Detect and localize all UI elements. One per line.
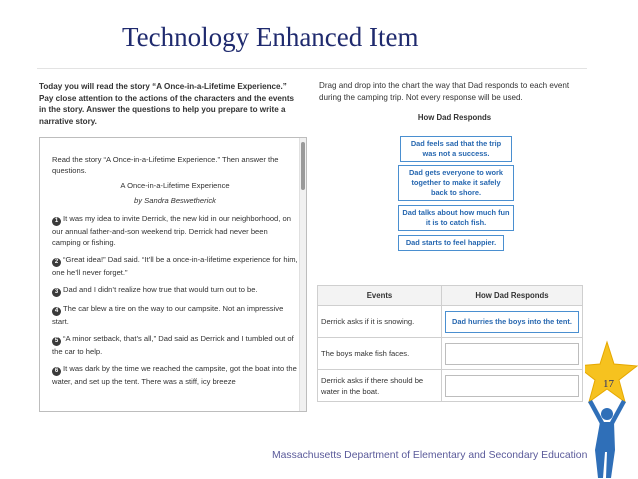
slide-title: Technology Enhanced Item [122,22,419,52]
item-screenshot [37,68,587,413]
table-header-row [318,286,583,306]
event-cell: Derrick asks if there should be water in the boat. [318,370,442,402]
drag-instruction: Drag and drop into the chart the way that Dad responds to each event during the camping trip. Not every response will be used. [319,81,570,102]
table-row [318,370,583,402]
story-instruction: Read the story “A Once-in-a-Lifetime Experience.” Then answer the questions. [52,155,279,175]
paragraph-number-badge: 5 [52,337,61,346]
task-intro: Today you will read the story “A Once-in-a-Lifetime Experience.” Pay close attention to the actions of the characters and the events in the story. Answer the questions to help you prepare to write a narrative story. [39,82,295,126]
table-row [318,306,583,338]
draggable-response[interactable]: Dad talks about how much fun it is to catch fish. [398,205,514,231]
paragraph-number-badge: 2 [52,258,61,267]
paragraph [52,284,298,297]
draggable-response[interactable]: Dad gets everyone to work together to make it safely back to shore. [398,165,514,201]
response-cell [442,338,583,370]
table-row [318,338,583,370]
reading-pane [37,69,309,414]
paragraph-number-badge: 3 [52,288,61,297]
paragraph [52,213,298,248]
story-title: A Once-in-a-Lifetime Experience [120,181,230,190]
paragraph [52,333,298,357]
paragraph [52,254,298,278]
story-content [52,154,298,393]
paragraph-text: It was my idea to invite Derrick, the new kid in our neighborhood, on our annual father-and-son weekend trip. Derrick had never been camping or fishing. [52,214,291,247]
paragraph-text: “Great idea!” Dad said. “It’ll be a once-in-a-lifetime experience for him, one he’ll never forget.” [52,255,298,277]
scrollbar-thumb[interactable] [301,142,305,190]
column-header-responds: How Dad Responds [442,286,583,306]
column-header-events: Events [318,286,442,306]
paragraph [52,363,298,387]
event-cell: The boys make fish faces. [318,338,442,370]
paragraph [52,303,298,327]
person-figure-icon [588,400,626,478]
paragraph-number-badge: 6 [52,367,61,376]
drop-zone[interactable] [445,375,579,397]
page-number: 17 [603,378,614,390]
responses-header: How Dad Responds [417,113,492,122]
events-table [317,285,583,402]
paragraph-number-badge: 1 [52,217,61,226]
paragraph-text: The car blew a tire on the way to our campsite. Not an impressive start. [52,304,284,326]
story-author: by Sandra Beswetherick [134,196,216,205]
story-passage[interactable] [39,137,307,412]
draggable-response[interactable]: Dad feels sad that the trip was not a success. [400,136,512,162]
star-figure-icon [585,340,638,479]
draggable-response[interactable]: Dad starts to feel happier. [398,235,504,251]
star-icon [585,342,637,402]
paragraph-number-badge: 4 [52,307,61,316]
event-cell: Derrick asks if it is snowing. [318,306,442,338]
paragraph-text: It was dark by the time we reached the campsite, got the boat into the water, and set up the tent. There was a stiff, icy breeze [52,364,297,386]
response-cell [442,306,583,338]
footer-text: Massachusetts Department of Elementary and Secondary Education [272,450,588,461]
paragraph-text: Dad and I didn’t realize how true that would turn out to be. [63,285,258,294]
drop-zone[interactable] [445,343,579,365]
paragraph-text: “A minor setback, that’s all,” Dad said as Derrick and I tumbled out of the car to help. [52,334,294,356]
response-cell [442,370,583,402]
story-scrollbar[interactable] [299,138,306,411]
response-pane [317,69,587,414]
drop-zone[interactable]: Dad hurries the boys into the tent. [445,311,579,333]
